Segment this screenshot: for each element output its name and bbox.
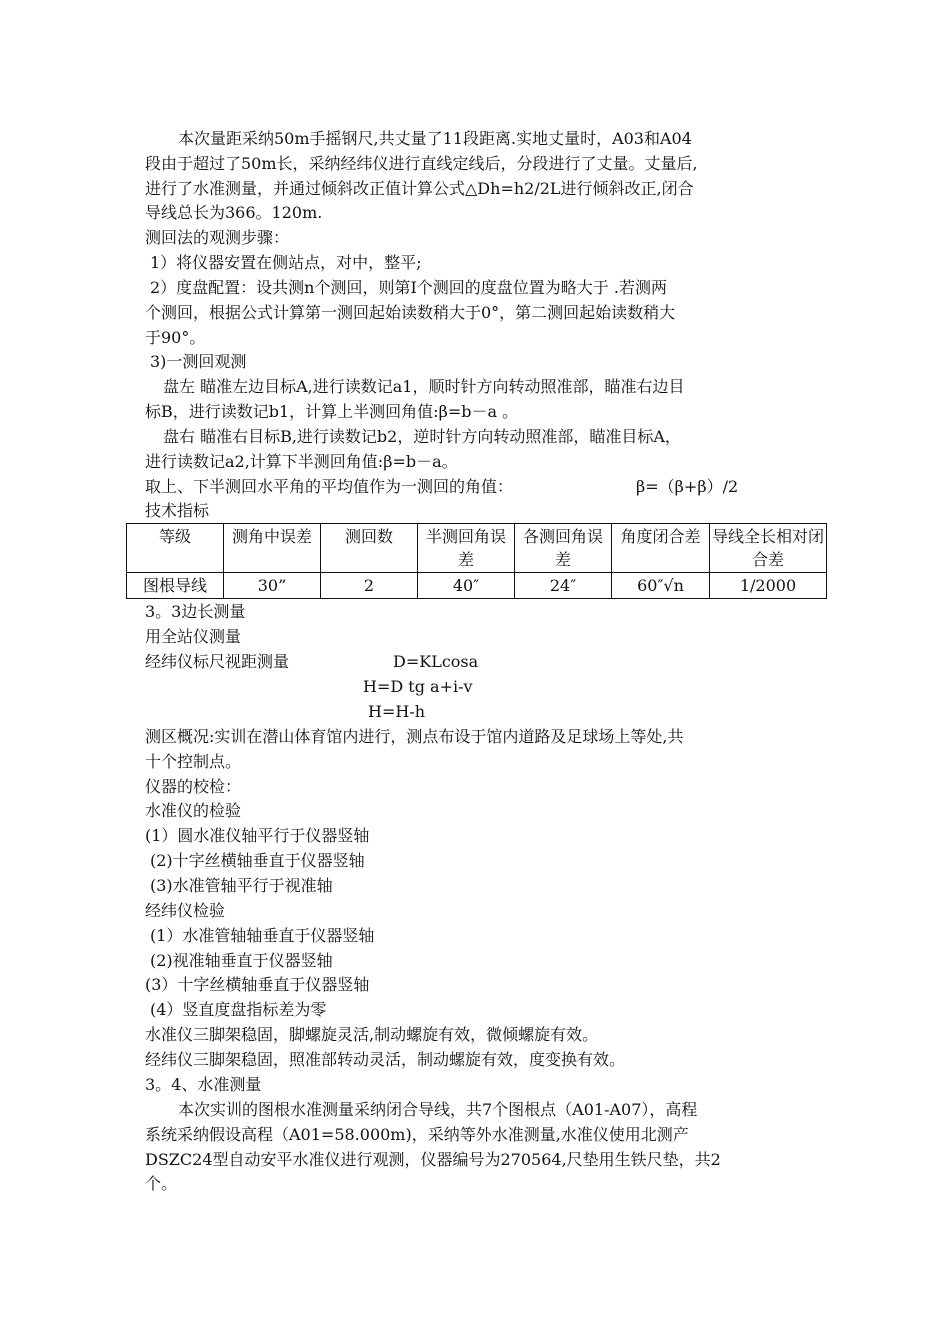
- formula-elevation: H=H-h: [368, 702, 426, 721]
- level-check-title: 水准仪的检验: [145, 801, 242, 820]
- level-tripod-text: 水准仪三脚架稳固，脚螺旋灵活,制动螺旋有效，微倾螺旋有效。: [145, 1025, 599, 1044]
- list-item: (4）竖直度盘指标差为零: [150, 1000, 327, 1019]
- right-face-line: 进行读数记a2,计算下半测回角值:β=b－a。: [145, 452, 458, 471]
- left-face-line: 标B，进行读数记b1，计算上半测回角值:β=b－a 。: [145, 402, 519, 421]
- paragraph-line: 本次实训的图根水准测量采纳闭合导线，共7个图根点（A01-A07），高程: [178, 1100, 698, 1119]
- header-cell: 导线全长相对闭合差: [710, 524, 827, 573]
- step-2-line: 个测回，根据公式计算第一测回起始读数稍大于0°，第二测回起始读数稍大: [145, 303, 676, 322]
- left-face-line: 盘左 瞄准左边目标A,进行读数记a1，顺时针方向转动照准部，瞄准右边目: [163, 377, 685, 396]
- average-formula: β=（β+β）/2: [636, 477, 739, 496]
- paragraph-line: 段由于超过了50m长，采纳经纬仪进行直线定线后，分段进行了丈量。丈量后,: [145, 154, 698, 173]
- step-2-line: 于90°。: [145, 328, 206, 347]
- table-cell: 60″√n: [612, 573, 710, 599]
- table-cell: 40″: [418, 573, 515, 599]
- tech-title: 技术指标: [145, 501, 210, 520]
- header-cell: 测角中误差: [224, 524, 321, 573]
- table-cell: 2: [321, 573, 418, 599]
- list-item: (2)视准轴垂直于仪器竖轴: [150, 951, 333, 970]
- table-cell: 24″: [515, 573, 612, 599]
- right-face-line: 盘右 瞄准右目标B,进行读数记b2，逆时针方向转动照准部，瞄准目标A，: [163, 427, 681, 446]
- technical-index-table: [126, 523, 827, 599]
- header-cell: 角度闭合差: [612, 524, 710, 573]
- paragraph-line: 进行了水准测量，并通过倾斜改正值计算公式△Dh=h2/2L进行倾斜改正,闭合: [145, 179, 694, 198]
- section-3-4-title: 3。4、水准测量: [145, 1075, 262, 1094]
- formula-height: H=D tg a+i-v: [363, 677, 473, 696]
- table-row: [127, 573, 827, 599]
- list-item: (1）水准管轴轴垂直于仪器竖轴: [150, 926, 375, 945]
- list-item: (3）十字丝横轴垂直于仪器竖轴: [145, 975, 370, 994]
- survey-line: 测区概况:实训在潜山体育馆内进行，测点布设于馆内道路及足球场上等处,共: [145, 727, 684, 746]
- paragraph-line: 导线总长为366。120m.: [145, 203, 323, 222]
- table-cell: 1/2000: [710, 573, 827, 599]
- table-header-row: [127, 524, 827, 573]
- header-cell: 半测回角误差: [418, 524, 515, 573]
- calibration-title: 仪器的校检：: [145, 777, 242, 796]
- theodolite-check-title: 经纬仪检验: [145, 901, 226, 920]
- survey-line: 十个控制点。: [145, 752, 242, 771]
- average-text: 取上、下半测回水平角的平均值作为一测回的角值：: [145, 477, 514, 496]
- list-item: (2)十字丝横轴垂直于仪器竖轴: [150, 851, 365, 870]
- section-3-3-title: 3。3边长测量: [145, 602, 246, 621]
- section-3-3-line: 用全站仪测量: [145, 627, 242, 646]
- step-2-line: 2）度盘配置：设共测n个测回，则第I个测回的度盘位置为略大于 .若测两: [150, 278, 667, 297]
- step-1: 1）将仪器安置在侧站点，对中，整平;: [150, 253, 422, 272]
- section-3-3-line: 经纬仪标尺视距测量: [145, 652, 290, 671]
- paragraph-line: DSZC24型自动安平水准仪进行观测，仪器编号为270564,尺垫用生铁尺垫，共2: [145, 1150, 721, 1169]
- formula-distance: D=KLcosa: [393, 652, 479, 671]
- header-cell: 等级: [127, 524, 224, 573]
- table-cell: 30”: [224, 573, 321, 599]
- header-cell: 各测回角误差: [515, 524, 612, 573]
- header-cell: 测回数: [321, 524, 418, 573]
- paragraph-line: 系统采纳假设高程（A01=58.000m)，采纳等外水准测量,水准仪使用北测产: [145, 1125, 689, 1144]
- list-item: (1）圆水准仪轴平行于仪器竖轴: [145, 826, 370, 845]
- table-cell: 图根导线: [127, 573, 224, 599]
- steps-title: 测回法的观测步骤：: [145, 228, 290, 247]
- step-3: 3)一测回观测: [150, 352, 247, 371]
- theodolite-tripod-text: 经纬仪三脚架稳固，照准部转动灵活，制动螺旋有效，度变换有效。: [145, 1050, 626, 1069]
- paragraph-line: 本次量距采纳50m手摇钢尺,共丈量了11段距离.实地丈量时，A03和A04: [178, 129, 692, 148]
- paragraph-line: 个。: [145, 1174, 178, 1193]
- list-item: (3)水准管轴平行于视准轴: [150, 876, 333, 895]
